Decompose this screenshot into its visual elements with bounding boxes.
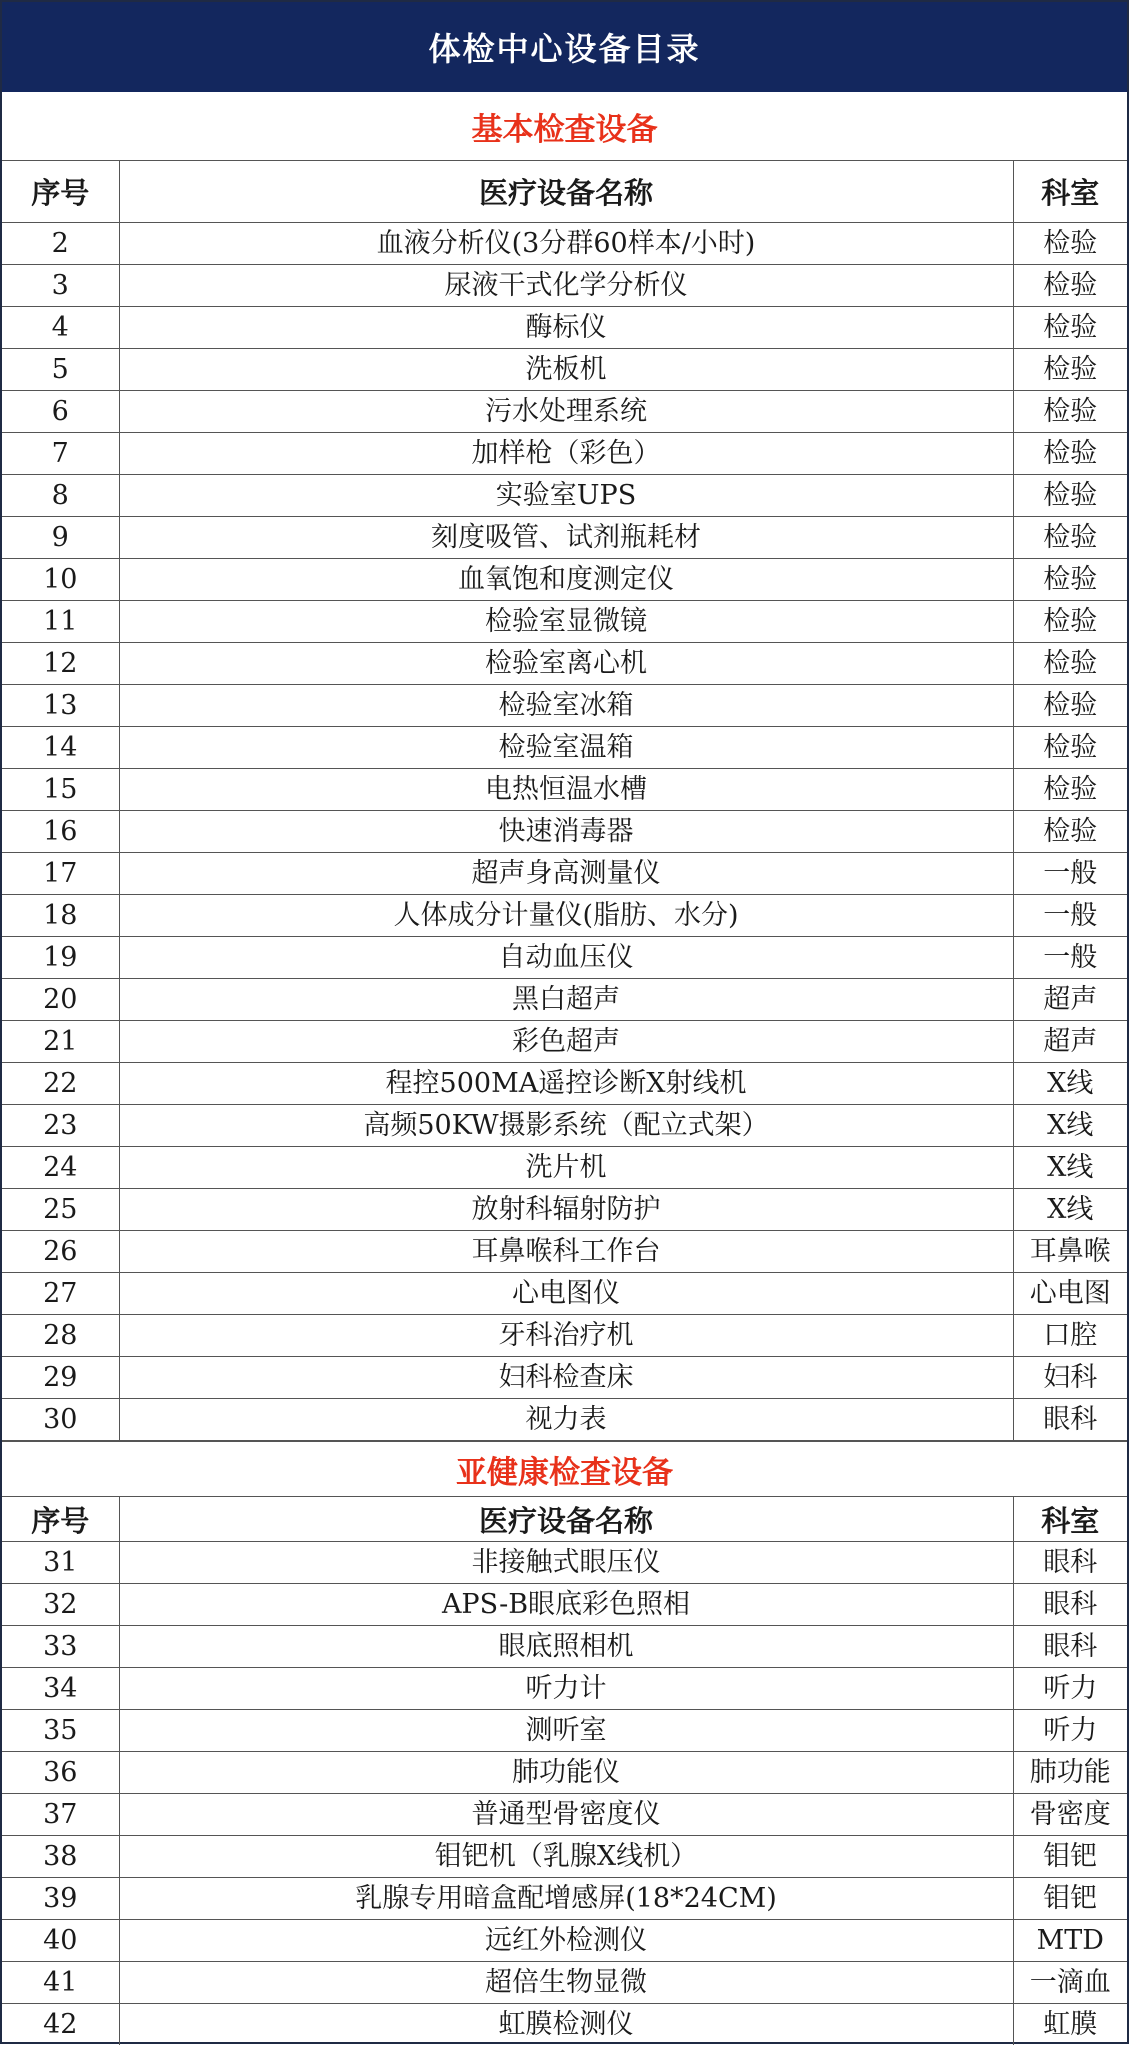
row-number: 12 [2, 643, 119, 685]
row-number: 20 [2, 979, 119, 1021]
device-name: 钼钯机（乳腺X线机） [119, 1836, 1013, 1878]
table-row [2, 2004, 1127, 2045]
column-header-device-name: 医疗设备名称 [119, 161, 1013, 223]
department: 一般 [1013, 853, 1127, 895]
device-name: 肺功能仪 [119, 1752, 1013, 1794]
row-number: 30 [2, 1399, 119, 1441]
table-row [2, 1273, 1127, 1315]
table-row [2, 1542, 1127, 1584]
device-name: 检验室冰箱 [119, 685, 1013, 727]
device-name: 酶标仪 [119, 307, 1013, 349]
row-number: 40 [2, 1920, 119, 1962]
device-name: 血液分析仪(3分群60样本/小时) [119, 223, 1013, 265]
table-row [2, 685, 1127, 727]
department: 耳鼻喉 [1013, 1231, 1127, 1273]
department: X线 [1013, 1189, 1127, 1231]
device-name: 超声身高测量仪 [119, 853, 1013, 895]
section-title-subhealth: 亚健康检查设备 [2, 1441, 1127, 1497]
department: 眼科 [1013, 1399, 1127, 1441]
department: 眼科 [1013, 1626, 1127, 1668]
row-number: 31 [2, 1542, 119, 1584]
table-row [2, 1147, 1127, 1189]
device-name: 尿液干式化学分析仪 [119, 265, 1013, 307]
device-name: 妇科检查床 [119, 1357, 1013, 1399]
table-row [2, 433, 1127, 475]
device-name: 检验室温箱 [119, 727, 1013, 769]
department: 检验 [1013, 349, 1127, 391]
table-row [2, 1836, 1127, 1878]
department: 心电图 [1013, 1273, 1127, 1315]
row-number: 16 [2, 811, 119, 853]
device-name: 非接触式眼压仪 [119, 1542, 1013, 1584]
device-name: 检验室离心机 [119, 643, 1013, 685]
row-number: 3 [2, 265, 119, 307]
device-name: 高频50KW摄影系统（配立式架） [119, 1105, 1013, 1147]
department: 超声 [1013, 1021, 1127, 1063]
device-name: 自动血压仪 [119, 937, 1013, 979]
table-row [2, 1105, 1127, 1147]
department: X线 [1013, 1147, 1127, 1189]
row-number: 17 [2, 853, 119, 895]
department: 检验 [1013, 769, 1127, 811]
device-name: 洗板机 [119, 349, 1013, 391]
device-name: 心电图仪 [119, 1273, 1013, 1315]
row-number: 7 [2, 433, 119, 475]
table-row [2, 727, 1127, 769]
row-number: 27 [2, 1273, 119, 1315]
device-name: 牙科治疗机 [119, 1315, 1013, 1357]
row-number: 10 [2, 559, 119, 601]
department: 检验 [1013, 433, 1127, 475]
table-row [2, 1668, 1127, 1710]
table-row [2, 1584, 1127, 1626]
table-row [2, 391, 1127, 433]
table-row [2, 475, 1127, 517]
column-header-device-name: 医疗设备名称 [119, 1497, 1013, 1542]
row-number: 24 [2, 1147, 119, 1189]
department: X线 [1013, 1063, 1127, 1105]
row-number: 23 [2, 1105, 119, 1147]
column-header-department: 科室 [1013, 161, 1127, 223]
department: 超声 [1013, 979, 1127, 1021]
device-name: 乳腺专用暗盒配增感屏(18*24CM) [119, 1878, 1013, 1920]
device-name: 黑白超声 [119, 979, 1013, 1021]
department: 眼科 [1013, 1584, 1127, 1626]
department: 妇科 [1013, 1357, 1127, 1399]
subhealth-equipment-rows [2, 1542, 1127, 2045]
device-name: 放射科辐射防护 [119, 1189, 1013, 1231]
device-name: 测听室 [119, 1710, 1013, 1752]
table-row [2, 811, 1127, 853]
basic-equipment-rows [2, 223, 1127, 1441]
table-row [2, 1920, 1127, 1962]
row-number: 33 [2, 1626, 119, 1668]
table-row [2, 1710, 1127, 1752]
device-name: 听力计 [119, 1668, 1013, 1710]
department: 检验 [1013, 643, 1127, 685]
table-row [2, 517, 1127, 559]
row-number: 37 [2, 1794, 119, 1836]
row-number: 38 [2, 1836, 119, 1878]
device-name: 检验室显微镜 [119, 601, 1013, 643]
table-row [2, 1399, 1127, 1441]
row-number: 42 [2, 2004, 119, 2045]
table-row [2, 895, 1127, 937]
subhealth-equipment-table [2, 1497, 1127, 2045]
table-row [2, 349, 1127, 391]
row-number: 4 [2, 307, 119, 349]
table-header-row [2, 1497, 1127, 1542]
department: 一般 [1013, 937, 1127, 979]
row-number: 19 [2, 937, 119, 979]
department: 检验 [1013, 223, 1127, 265]
table-header-row [2, 161, 1127, 223]
device-name: 实验室UPS [119, 475, 1013, 517]
row-number: 5 [2, 349, 119, 391]
department: 检验 [1013, 391, 1127, 433]
table-row [2, 601, 1127, 643]
table-row [2, 979, 1127, 1021]
department: 听力 [1013, 1710, 1127, 1752]
device-name: 彩色超声 [119, 1021, 1013, 1063]
device-name: 普通型骨密度仪 [119, 1794, 1013, 1836]
row-number: 14 [2, 727, 119, 769]
row-number: 21 [2, 1021, 119, 1063]
table-row [2, 1189, 1127, 1231]
table-row [2, 1357, 1127, 1399]
department: 检验 [1013, 307, 1127, 349]
device-name: 虹膜检测仪 [119, 2004, 1013, 2045]
table-row [2, 937, 1127, 979]
row-number: 26 [2, 1231, 119, 1273]
row-number: 11 [2, 601, 119, 643]
department: 一滴血 [1013, 1962, 1127, 2004]
row-number: 22 [2, 1063, 119, 1105]
device-name: 洗片机 [119, 1147, 1013, 1189]
department: 钼钯 [1013, 1836, 1127, 1878]
row-number: 41 [2, 1962, 119, 2004]
row-number: 9 [2, 517, 119, 559]
row-number: 8 [2, 475, 119, 517]
device-name: 快速消毒器 [119, 811, 1013, 853]
department: 检验 [1013, 475, 1127, 517]
device-name: 程控500MA遥控诊断X射线机 [119, 1063, 1013, 1105]
row-number: 2 [2, 223, 119, 265]
table-row [2, 1231, 1127, 1273]
row-number: 36 [2, 1752, 119, 1794]
device-name: APS-B眼底彩色照相 [119, 1584, 1013, 1626]
table-row [2, 643, 1127, 685]
table-row [2, 1962, 1127, 2004]
column-header-number: 序号 [2, 1497, 119, 1542]
department: 检验 [1013, 601, 1127, 643]
table-row [2, 307, 1127, 349]
table-row [2, 1794, 1127, 1836]
table-row [2, 1626, 1127, 1668]
department: 检验 [1013, 517, 1127, 559]
device-name: 血氧饱和度测定仪 [119, 559, 1013, 601]
section-title-basic: 基本检查设备 [2, 92, 1127, 161]
table-row [2, 265, 1127, 307]
device-name: 刻度吸管、试剂瓶耗材 [119, 517, 1013, 559]
department: 听力 [1013, 1668, 1127, 1710]
device-name: 眼底照相机 [119, 1626, 1013, 1668]
department: 钼钯 [1013, 1878, 1127, 1920]
table-row [2, 1063, 1127, 1105]
department: 检验 [1013, 685, 1127, 727]
device-name: 视力表 [119, 1399, 1013, 1441]
row-number: 32 [2, 1584, 119, 1626]
device-name: 超倍生物显微 [119, 1962, 1013, 2004]
device-name: 电热恒温水槽 [119, 769, 1013, 811]
column-header-number: 序号 [2, 161, 119, 223]
department: 一般 [1013, 895, 1127, 937]
row-number: 13 [2, 685, 119, 727]
department: 检验 [1013, 727, 1127, 769]
row-number: 18 [2, 895, 119, 937]
table-row [2, 1021, 1127, 1063]
device-name: 耳鼻喉科工作台 [119, 1231, 1013, 1273]
row-number: 25 [2, 1189, 119, 1231]
device-name: 人体成分计量仪(脂肪、水分) [119, 895, 1013, 937]
table-row [2, 853, 1127, 895]
department: 骨密度 [1013, 1794, 1127, 1836]
device-name: 污水处理系统 [119, 391, 1013, 433]
row-number: 15 [2, 769, 119, 811]
table-row [2, 223, 1127, 265]
row-number: 28 [2, 1315, 119, 1357]
row-number: 35 [2, 1710, 119, 1752]
page-title: 体检中心设备目录 [2, 2, 1127, 92]
department: 检验 [1013, 811, 1127, 853]
row-number: 6 [2, 391, 119, 433]
department: 肺功能 [1013, 1752, 1127, 1794]
table-row [2, 1752, 1127, 1794]
row-number: 39 [2, 1878, 119, 1920]
department: MTD [1013, 1920, 1127, 1962]
basic-equipment-table [2, 161, 1127, 1441]
table-row [2, 769, 1127, 811]
department: 口腔 [1013, 1315, 1127, 1357]
table-row [2, 559, 1127, 601]
row-number: 29 [2, 1357, 119, 1399]
department: 虹膜 [1013, 2004, 1127, 2045]
table-row [2, 1315, 1127, 1357]
column-header-department: 科室 [1013, 1497, 1127, 1542]
department: X线 [1013, 1105, 1127, 1147]
department: 检验 [1013, 559, 1127, 601]
table-row [2, 1878, 1127, 1920]
row-number: 34 [2, 1668, 119, 1710]
department: 检验 [1013, 265, 1127, 307]
device-name: 加样枪（彩色） [119, 433, 1013, 475]
device-name: 远红外检测仪 [119, 1920, 1013, 1962]
department: 眼科 [1013, 1542, 1127, 1584]
